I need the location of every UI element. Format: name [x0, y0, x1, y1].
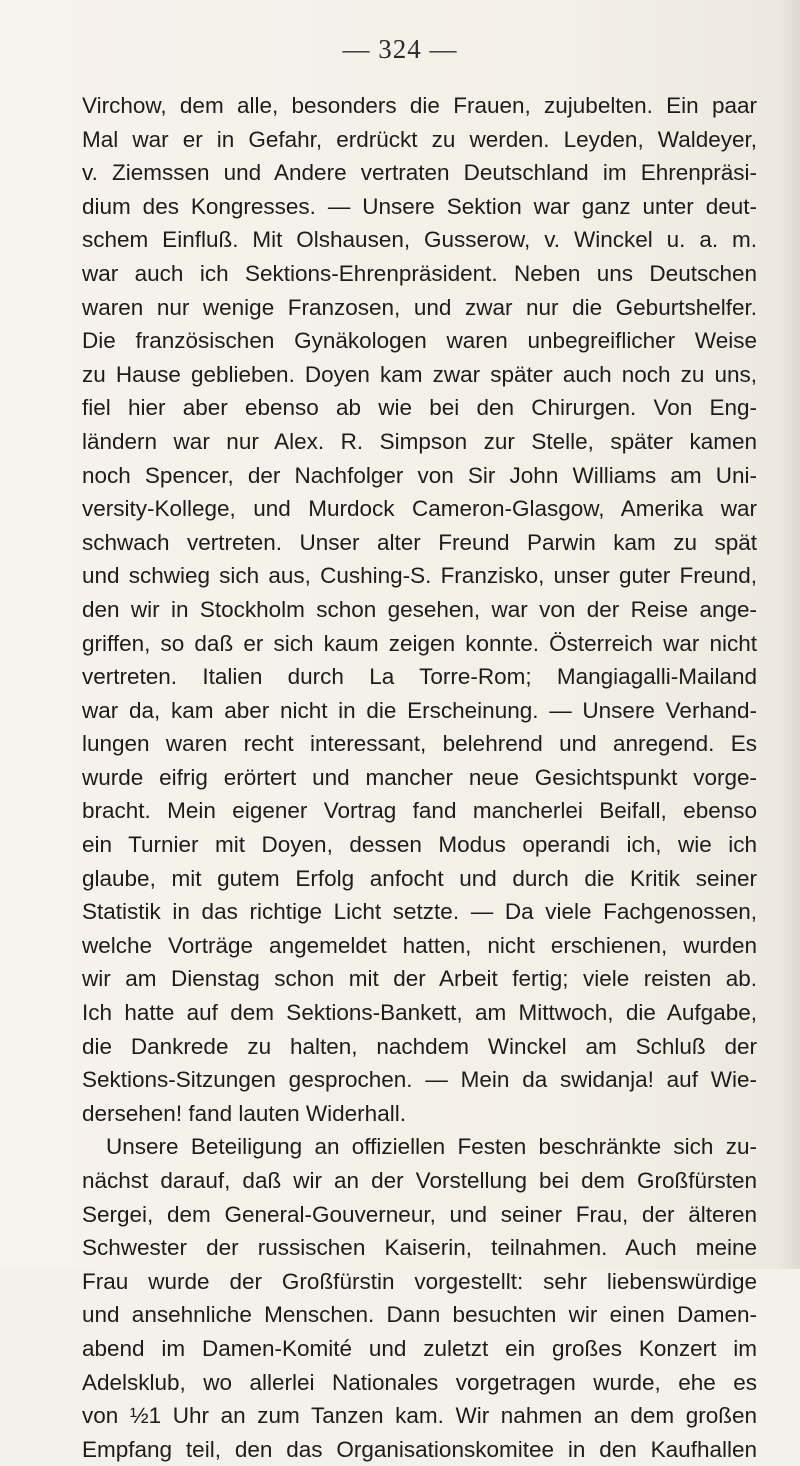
text-line: zu Hause geblieben. Doyen kam zwar später auch noch zu uns,	[82, 361, 757, 387]
text-line: Mal war er in Gefahr, erdrückt zu werden. Leyden, Waldeyer,	[82, 126, 757, 152]
text-line: Frau wurde der Großfürstin vorgestellt: sehr liebenswürdige	[82, 1268, 757, 1294]
text-line: Statistik in das richtige Licht setzte. — Da viele Fachgenossen,	[82, 899, 757, 925]
text-line: waren nur wenige Franzosen, und zwar nur die Geburtshelfer.	[82, 294, 757, 320]
text-line: schwach vertreten. Unser alter Freund Parwin kam zu spät	[82, 529, 757, 555]
text-line: dium des Kongresses. — Unsere Sektion war ganz unter deut-	[82, 193, 757, 219]
text-line: Sektions-Sitzungen gesprochen. — Mein da swidanja! auf Wie-	[82, 1067, 757, 1093]
text-line: griffen, so daß er sich kaum zeigen konnte. Österreich war nicht	[82, 630, 757, 656]
text-line: nächst darauf, daß wir an der Vorstellung bei dem Großfürsten	[82, 1168, 757, 1193]
text-line: ländern war nur Alex. R. Simpson zur Stelle, später kamen	[82, 428, 757, 454]
text-line: noch Spencer, der Nachfolger von Sir John Williams am Uni-	[82, 462, 757, 488]
text-line: welche Vorträge angemeldet hatten, nicht erschienen, wurden	[82, 932, 757, 958]
text-line: glaube, mit gutem Erfolg anfocht und durch die Kritik seiner	[82, 865, 757, 891]
text-line: bracht. Mein eigener Vortrag fand mancherlei Beifall, ebenso	[82, 798, 757, 824]
page-edge-shadow	[778, 0, 800, 1269]
body-text	[82, 89, 757, 1466]
text-line: Schwester der russischen Kaiserin, teilnahmen. Auch meine	[82, 1235, 757, 1261]
text-line: Die französischen Gynäkologen waren unbegreiflicher Weise	[82, 328, 757, 354]
text-line-paragraph-end: dersehen! fand lauten Widerhall.	[82, 1100, 406, 1126]
text-line: schem Einfluß. Mit Olshausen, Gusserow, v. Winckel u. a. m.	[82, 227, 757, 253]
text-line: lungen waren recht interessant, belehrend und anregend. Es	[82, 731, 757, 757]
text-line: Sergei, dem General-Gouverneur, und seiner Frau, der älteren	[82, 1201, 757, 1227]
text-line: abend im Damen-Komité und zuletzt ein großes Konzert im	[82, 1335, 757, 1361]
text-line: wir am Dienstag schon mit der Arbeit fertig; viele reisten ab.	[82, 966, 757, 992]
text-line: war auch ich Sektions-Ehrenpräsident. Neben uns Deutschen	[82, 260, 757, 286]
page-number: — 324 —	[342, 34, 458, 64]
text-line: und ansehnliche Menschen. Dann besuchten wir einen Damen-	[82, 1302, 757, 1328]
text-line: von ½1 Uhr an zum Tanzen kam. Wir nahmen an dem großen	[82, 1403, 757, 1429]
text-line: wurde eifrig erörtert und mancher neue Gesichtspunkt vorge-	[82, 764, 757, 790]
text-line: den wir in Stockholm schon gesehen, war von der Reise ange-	[82, 596, 757, 622]
text-line-paragraph-start: Unsere Beteiligung an offiziellen Festen beschränkte sich zu-	[106, 1134, 757, 1160]
text-line: ein Turnier mit Doyen, dessen Modus operandi ich, wie ich	[82, 832, 757, 858]
text-line: vertreten. Italien durch La Torre-Rom; Mangiagalli-Mailand	[82, 664, 757, 690]
text-line: die Dankrede zu halten, nachdem Winckel am Schluß der	[82, 1033, 757, 1059]
text-line: Adelsklub, wo allerlei Nationales vorgetragen wurde, ehe es	[82, 1369, 757, 1395]
text-line: Virchow, dem alle, besonders die Frauen, zujubelten. Ein paar	[82, 93, 757, 118]
text-line: Ich hatte auf dem Sektions-Bankett, am Mittwoch, die Aufgabe,	[82, 1000, 757, 1026]
text-line: Empfang teil, den das Organisationskomitee in den Kaufhallen	[82, 1436, 757, 1462]
text-line: war da, kam aber nicht in die Erscheinung. — Unsere Verhand-	[82, 697, 757, 723]
text-line: versity-Kollege, und Murdock Cameron-Glasgow, Amerika war	[82, 496, 757, 522]
text-line: und schwieg sich aus, Cushing-S. Franzisko, unser guter Freund,	[82, 563, 757, 589]
text-line: fiel hier aber ebenso ab wie bei den Chirurgen. Von Eng-	[82, 395, 757, 421]
text-line: v. Ziemssen und Andere vertraten Deutschland im Ehrenpräsi-	[82, 160, 757, 186]
